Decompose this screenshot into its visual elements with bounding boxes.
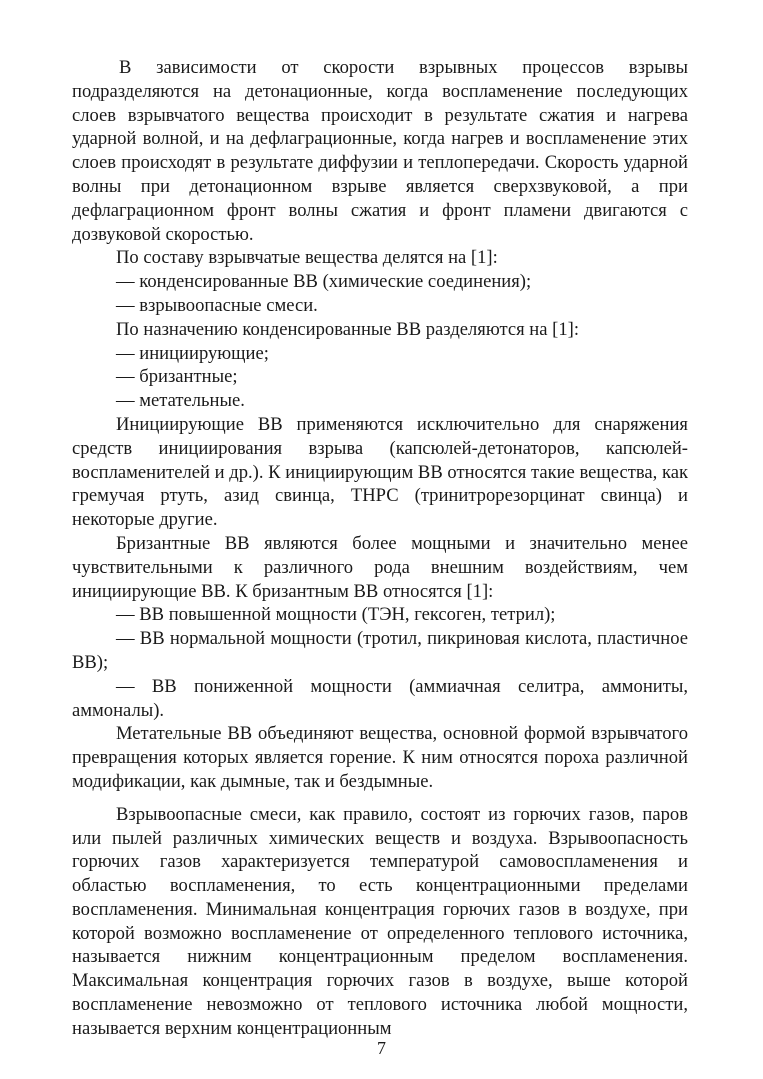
list-item-brisant: — бризантные; xyxy=(116,366,238,388)
paragraph-explosive-mixtures: Взрывоопасные смеси, как правило, состоят из горючих газов, паров или пылей различных химических веществ и воздуха. Взрывоопасность горючих газов характеризуется температурой самовоспламенения и областью воспламенения, то есть концентрационными пределами воспламенения. Минимальная концентрация горючих газов в воздухе, при которой возможно воспламенение от определенного теплового источника, называется нижним концентрационным пределом воспламенения. Максимальная концентрация горючих газов в воздухе, выше которой воспламенение невозможно от теплового источника любой мощности, называется верхним концентрационным xyxy=(72,803,688,1039)
paragraph-explosion-types: В зависимости от скорости взрывных процессов взрывы подразделяются на детонационные, когда воспламенение последующих слоев взрывчатого вещества происходит в результате сжатия и нагрева ударной волной, и на дефлаграционные, когда нагрев и воспламенение этих слоев происходят в результате диффузии и теплопередачи. Скорость ударной волны при детонационном взрыве является сверхзвуковой, а при дефлаграционном фронт волны сжатия и фронт пламени двигаются с дозвуковой скоростью. xyxy=(72,57,688,245)
list-item-mixtures: — взрывоопасные смеси. xyxy=(116,294,318,316)
list-item-normal-power: — ВВ нормальной мощности (тротил, пикриновая кислота, пластичное ВВ); xyxy=(72,628,688,673)
list-item-propellant: — метательные. xyxy=(116,390,245,412)
paragraph-composition-intro: По составу взрывчатые вещества делятся на [1]: xyxy=(116,247,498,269)
list-item-high-power: — ВВ повышенной мощности (ТЭН, гексоген, тетрил); xyxy=(116,604,556,626)
paragraph-purpose-intro: По назначению конденсированные ВВ разделяются на [1]: xyxy=(116,318,580,340)
paragraph-propellant: Метательные ВВ объединяют вещества, основной формой взрывчатого превращения которых является горение. К ним относятся пороха различной модификации, как дымные, так и бездымные. xyxy=(72,723,688,792)
page-body xyxy=(72,56,688,1041)
page-number: 7 xyxy=(377,1038,386,1058)
paragraph-brisant: Бризантные ВВ являются более мощными и значительно менее чувствительными к различного рода внешним воздействиям, чем инициирующие ВВ. К бризантным ВВ относятся [1]: xyxy=(72,532,688,602)
list-item-condensed: — конденсированные ВВ (химические соединения); xyxy=(116,271,532,293)
list-item-initiating: — инициирующие; xyxy=(116,342,269,364)
list-item-low-power: — ВВ пониженной мощности (аммиачная селитра, аммониты, аммоналы). xyxy=(72,675,688,721)
paragraph-initiating: Инициирующие ВВ применяются исключительно для снаряжения средств инициирования взрыва (капсюлей-детонаторов, капсюлей-воспламенителей и др.). К инициирующим ВВ относятся такие вещества, как гремучая ртуть, азид свинца, ТНРС (тринитрорезорцинат свинца) и некоторые другие. xyxy=(72,413,688,531)
